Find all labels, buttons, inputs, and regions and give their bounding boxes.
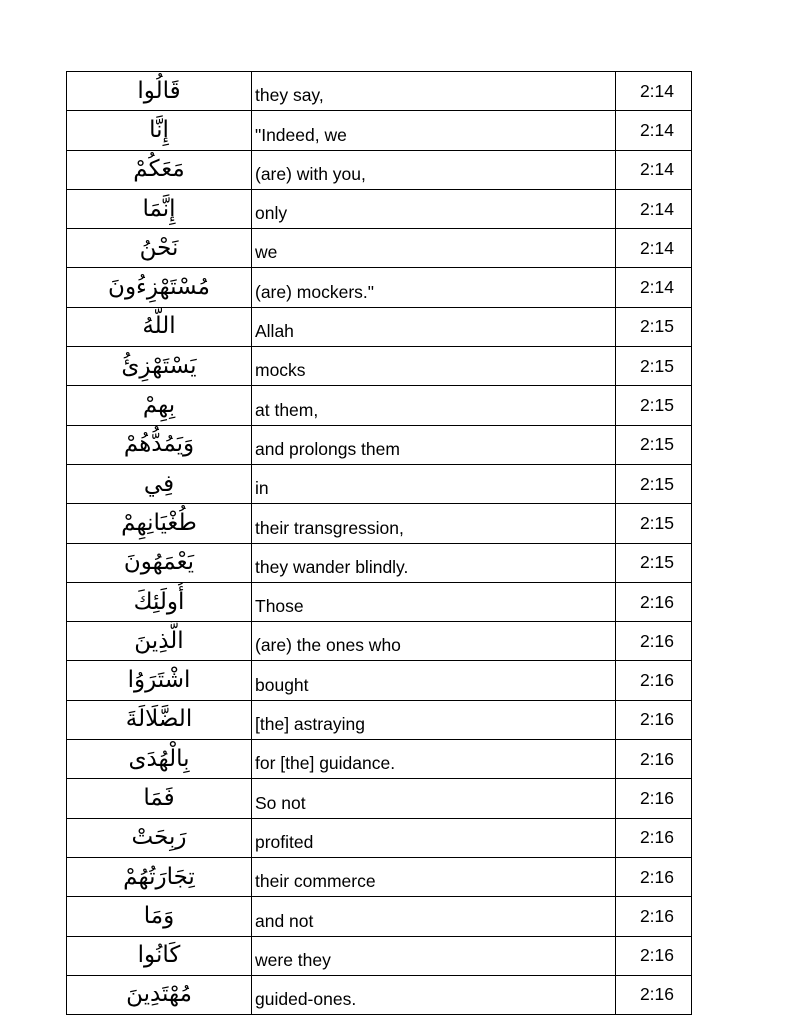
verse-reference-cell: 2:16	[616, 857, 692, 896]
english-meaning-cell: and prolongs them	[252, 425, 616, 464]
arabic-word-cell: يَسْتَهْزِئُ	[67, 347, 252, 386]
arabic-word-cell: يَعْمَهُونَ	[67, 543, 252, 582]
verse-reference-cell: 2:15	[616, 543, 692, 582]
table-row	[67, 150, 692, 189]
english-meaning-cell: were they	[252, 936, 616, 975]
english-meaning-cell: their commerce	[252, 857, 616, 896]
verse-reference-cell: 2:16	[616, 622, 692, 661]
verse-reference-cell: 2:16	[616, 582, 692, 621]
verse-reference-cell: 2:15	[616, 386, 692, 425]
table-row	[67, 229, 692, 268]
english-meaning-cell: "Indeed, we	[252, 111, 616, 150]
english-meaning-cell: (are) the ones who	[252, 622, 616, 661]
table-row	[67, 936, 692, 975]
verse-reference-cell: 2:15	[616, 504, 692, 543]
verse-reference-cell: 2:16	[616, 779, 692, 818]
arabic-word-cell: فَمَا	[67, 779, 252, 818]
verse-reference-cell: 2:15	[616, 425, 692, 464]
table-row	[67, 897, 692, 936]
verse-reference-cell: 2:14	[616, 72, 692, 111]
verse-reference-cell: 2:16	[616, 818, 692, 857]
arabic-word-cell: نَحْنُ	[67, 229, 252, 268]
table-row	[67, 740, 692, 779]
verse-reference-cell: 2:14	[616, 150, 692, 189]
table-row	[67, 425, 692, 464]
verse-reference-cell: 2:14	[616, 229, 692, 268]
verse-reference-cell: 2:14	[616, 189, 692, 228]
arabic-word-cell: إِنَّمَا	[67, 189, 252, 228]
verse-reference-cell: 2:16	[616, 936, 692, 975]
word-by-word-table	[66, 71, 692, 1015]
english-meaning-cell: for [the] guidance.	[252, 740, 616, 779]
table-row	[67, 818, 692, 857]
table-row	[67, 779, 692, 818]
table-row	[67, 622, 692, 661]
arabic-word-cell: وَمَا	[67, 897, 252, 936]
table-row	[67, 700, 692, 739]
english-meaning-cell: only	[252, 189, 616, 228]
english-meaning-cell: [the] astraying	[252, 700, 616, 739]
table-row	[67, 464, 692, 503]
table-row	[67, 661, 692, 700]
english-meaning-cell: guided-ones.	[252, 975, 616, 1014]
verse-reference-cell: 2:16	[616, 897, 692, 936]
table-row	[67, 268, 692, 307]
english-meaning-cell: (are) mockers."	[252, 268, 616, 307]
table-row	[67, 857, 692, 896]
arabic-word-cell: فِي	[67, 464, 252, 503]
verse-reference-cell: 2:15	[616, 307, 692, 346]
table-row	[67, 111, 692, 150]
english-meaning-cell: bought	[252, 661, 616, 700]
verse-reference-cell: 2:16	[616, 700, 692, 739]
english-meaning-cell: (are) with you,	[252, 150, 616, 189]
arabic-word-cell: مَعَكُمْ	[67, 150, 252, 189]
table-row	[67, 347, 692, 386]
verse-reference-cell: 2:16	[616, 661, 692, 700]
arabic-word-cell: الَّذِينَ	[67, 622, 252, 661]
arabic-word-cell: قَالُوا	[67, 72, 252, 111]
arabic-word-cell: وَيَمُدُّهُمْ	[67, 425, 252, 464]
arabic-word-cell: بِالْهُدَى	[67, 740, 252, 779]
arabic-word-cell: أُولَئِكَ	[67, 582, 252, 621]
english-meaning-cell: mocks	[252, 347, 616, 386]
table-row	[67, 543, 692, 582]
arabic-word-cell: تِجَارَتُهُمْ	[67, 857, 252, 896]
arabic-word-cell: رَبِحَتْ	[67, 818, 252, 857]
verse-reference-cell: 2:14	[616, 111, 692, 150]
english-meaning-cell: Allah	[252, 307, 616, 346]
arabic-word-cell: اشْتَرَوُا	[67, 661, 252, 700]
english-meaning-cell: their transgression,	[252, 504, 616, 543]
arabic-word-cell: الضَّلَالَةَ	[67, 700, 252, 739]
verse-reference-cell: 2:16	[616, 740, 692, 779]
english-meaning-cell: So not	[252, 779, 616, 818]
arabic-word-cell: كَانُوا	[67, 936, 252, 975]
table-row	[67, 975, 692, 1014]
english-meaning-cell: Those	[252, 582, 616, 621]
table-row	[67, 72, 692, 111]
table-row	[67, 582, 692, 621]
table-row	[67, 386, 692, 425]
english-meaning-cell: they wander blindly.	[252, 543, 616, 582]
arabic-word-cell: إِنَّا	[67, 111, 252, 150]
english-meaning-cell: profited	[252, 818, 616, 857]
arabic-word-cell: مُهْتَدِينَ	[67, 975, 252, 1014]
english-meaning-cell: at them,	[252, 386, 616, 425]
english-meaning-cell: and not	[252, 897, 616, 936]
arabic-word-cell: اللَّهُ	[67, 307, 252, 346]
verse-reference-cell: 2:14	[616, 268, 692, 307]
table-row	[67, 307, 692, 346]
table-body	[67, 72, 692, 1015]
arabic-word-cell: بِهِمْ	[67, 386, 252, 425]
arabic-word-cell: مُسْتَهْزِءُونَ	[67, 268, 252, 307]
english-meaning-cell: in	[252, 464, 616, 503]
english-meaning-cell: we	[252, 229, 616, 268]
english-meaning-cell: they say,	[252, 72, 616, 111]
verse-reference-cell: 2:15	[616, 347, 692, 386]
verse-reference-cell: 2:15	[616, 464, 692, 503]
table-row	[67, 504, 692, 543]
arabic-word-cell: طُغْيَانِهِمْ	[67, 504, 252, 543]
table-row	[67, 189, 692, 228]
verse-reference-cell: 2:16	[616, 975, 692, 1014]
